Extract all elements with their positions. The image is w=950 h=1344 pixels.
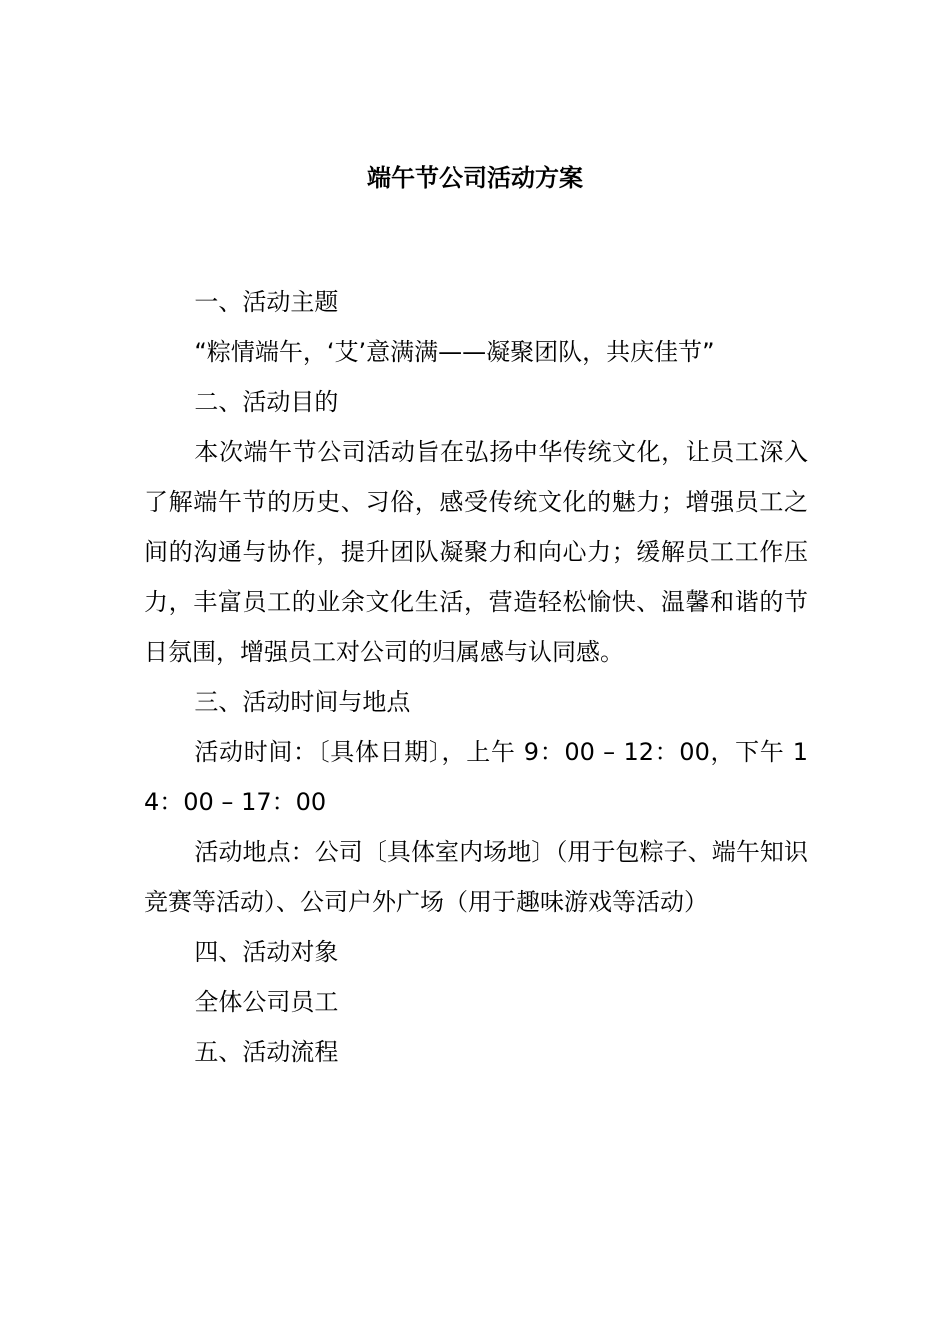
section-heading-theme: 一、活动主题 (194, 288, 339, 316)
activity-place-text: 活动地点：公司〔具体室内场地〕（用于包粽子、端午知识竞赛等活动）、公司户外广场（用于趣味游戏等活动） (144, 838, 808, 916)
section-heading-audience: 四、活动对象 (194, 938, 339, 966)
section-heading-process: 五、活动流程 (194, 1038, 339, 1066)
purpose-text: 本次端午节公司活动旨在弘扬中华传统文化，让员工深入了解端午节的历史、习俗，感受传统文化的魅力；增强员工之间的沟通与协作，提升团队凝聚力和向心力；缓解员工工作压力，丰富员工的业余文化生活，营造轻松愉快、温馨和谐的节日氛围，增强员工对公司的归属感与认同感。 (144, 438, 808, 666)
document-body (144, 277, 808, 1077)
document-title: 端午节公司活动方案 (367, 164, 583, 192)
theme-text: “粽情端午，‘艾’意满满——凝聚团队，共庆佳节” (194, 338, 715, 366)
section-heading-purpose: 二、活动目的 (194, 388, 339, 416)
activity-time-text: 活动时间：〔具体日期〕，上午 9：00 – 12：00，下午 14：00 – 17：00 (144, 738, 808, 816)
audience-text: 全体公司员工 (194, 988, 339, 1016)
section-heading-time-place: 三、活动时间与地点 (194, 688, 411, 716)
